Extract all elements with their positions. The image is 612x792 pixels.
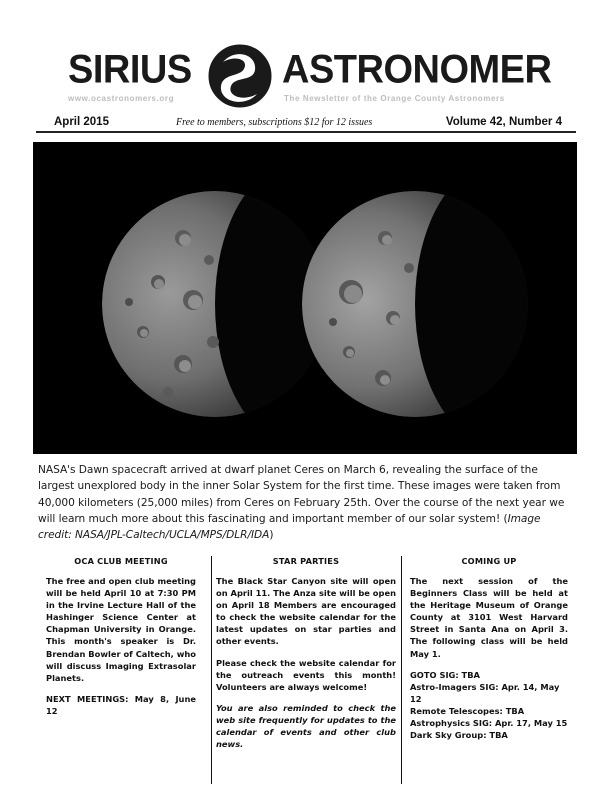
beginners-class: The next session of the Beginners Class will be held at the Heritage Museum of Orange County at 3101 West Harvard Street in Santa Ana on April 3. The following class will be held May 1. (410, 576, 568, 659)
star-parties-heading: STAR PARTIES (272, 556, 340, 566)
list-item: Dark Sky Group: TBA (410, 730, 508, 741)
masthead-title-right: ASTRONOMER (282, 47, 552, 93)
list-item: Remote Telescopes: TBA (410, 705, 525, 716)
column-star-parties (216, 556, 396, 786)
issue-volume: Volume 42, Number 4 (445, 116, 562, 128)
list-item: Astro-Imagers SIG: Apr. 14, May 12 (410, 681, 560, 704)
caption-credit-close: ) (269, 529, 274, 542)
column-divider (401, 556, 402, 784)
masthead-url[interactable]: www.ocastronomers.org (68, 94, 175, 103)
header-rule (36, 131, 576, 133)
column-club-meeting (46, 556, 196, 786)
column-divider (211, 556, 212, 784)
next-meetings: NEXT MEETINGS: May 8, June 12 (46, 693, 196, 716)
issue-bar (36, 114, 576, 132)
column-coming-up (410, 556, 568, 786)
website-reminder: You are also reminded to check the web site frequently for updates to the calendar of events and other club news. (216, 702, 396, 750)
club-meeting-heading: OCA CLUB MEETING (74, 556, 168, 566)
list-item: Astrophysics SIG: Apr. 17, May 15 (410, 718, 568, 729)
masthead-title-left: SIRIUS (68, 47, 192, 93)
star-parties-body: The Black Star Canyon site will open on April 11. The Anza site will be open on April 18 Members are encouraged to check the website calendar for the latest updates on star parties and other events. (216, 576, 396, 647)
image-credit: Image credit: NASA/JPL-Caltech/UCLA/MPS/DLR/IDA (38, 512, 541, 542)
coming-up-heading: COMING UP (461, 556, 517, 566)
sirius-swirl-logo-icon (205, 40, 275, 112)
issue-date: April 2015 (54, 116, 109, 128)
subscription-note: Free to members, subscriptions $12 for 12 issues (176, 117, 373, 128)
masthead-tagline: The Newsletter of the Orange County Astronomers (284, 94, 505, 103)
outreach-note: Please check the website calendar for the outreach events this month! Volunteers are always welcome! (216, 657, 396, 692)
sig-list (410, 669, 568, 742)
ceres-image (33, 142, 577, 454)
caption-credit-open: ( (503, 512, 508, 525)
club-meeting-body: The free and open club meeting will be held April 10 at 7:30 PM in the Irvine Lecture Hall of the Hashinger Science Center at Chapman University in Orange. This month's speaker is Dr. Brendan Bowler of Caltech, who will discuss Imaging Extrasolar Planets. (46, 576, 196, 683)
caption-text: NASA's Dawn spacecraft arrived at dwarf planet Ceres on March 6, revealing the surface of the largest unexplored body in the inner Solar System for the first time. These images were taken from 40,000 kilometers (25,000 miles) from Ceres on February 25th. Over the course of the next year we will learn much more about this fascinating and important member of our solar system! (38, 464, 565, 525)
photo-caption (38, 462, 570, 543)
ceres-photo (33, 142, 577, 454)
masthead (64, 38, 550, 110)
list-item: GOTO SIG: TBA (410, 669, 480, 680)
